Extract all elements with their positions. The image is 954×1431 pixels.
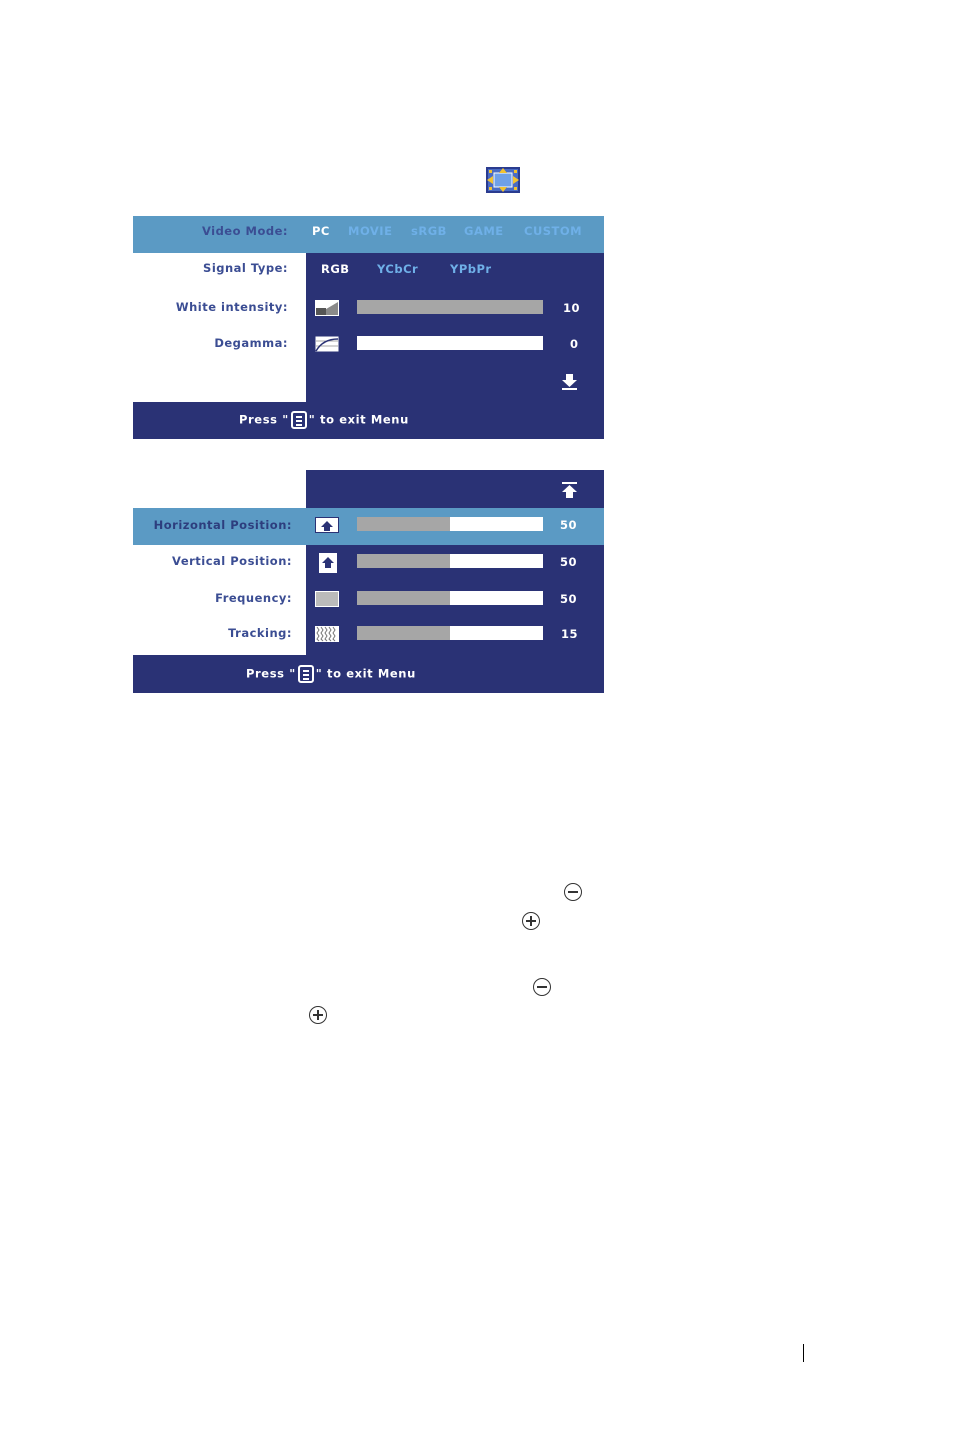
signal-type-option-rgb[interactable]: RGB <box>321 262 350 276</box>
frequency-label: Frequency: <box>215 591 292 605</box>
frequency-slider[interactable] <box>357 591 543 605</box>
panel1-footer-suffix: to exit Menu <box>320 412 409 427</box>
video-mode-option-movie[interactable]: MOVIE <box>348 224 393 238</box>
signal-type-label: Signal Type: <box>203 261 288 275</box>
osd-panel-position <box>133 470 604 693</box>
tracking-slider-fill <box>357 626 450 640</box>
frequency-value: 50 <box>560 592 578 606</box>
horizontal-position-value: 50 <box>560 518 578 532</box>
scroll-down-arrow-icon[interactable] <box>561 373 578 391</box>
panel2-footer-text <box>246 665 416 683</box>
horizontal-position-icon <box>315 517 339 533</box>
minus-button-icon <box>564 883 582 901</box>
vertical-position-icon <box>319 553 337 573</box>
vertical-position-slider[interactable] <box>357 554 543 568</box>
vertical-position-value: 50 <box>560 555 578 569</box>
minus-button-icon <box>533 978 551 996</box>
panel1-footer-text <box>239 411 409 429</box>
scroll-up-arrow-icon[interactable] <box>561 481 578 499</box>
white-intensity-slider-fill <box>357 300 543 314</box>
tracking-icon <box>315 626 339 642</box>
white-intensity-label: White intensity: <box>175 300 288 314</box>
menu-button-icon <box>291 411 307 429</box>
video-mode-option-srgb[interactable]: sRGB <box>411 224 447 238</box>
plus-button-icon <box>522 912 540 930</box>
tracking-label: Tracking: <box>228 626 292 640</box>
video-mode-option-game[interactable]: GAME <box>464 224 504 238</box>
panel1-footer-press: Press <box>239 412 278 427</box>
degamma-value: 0 <box>570 337 579 351</box>
panel2-footer-suffix: to exit Menu <box>327 666 416 681</box>
degamma-label: Degamma: <box>214 336 288 350</box>
video-mode-label: Video Mode: <box>201 224 288 238</box>
plus-button-icon <box>309 1006 327 1024</box>
signal-type-option-ypbpr[interactable]: YPbPr <box>450 262 492 276</box>
horizontal-position-slider-fill <box>357 517 450 531</box>
signal-type-option-ycbcr[interactable]: YCbCr <box>377 262 419 276</box>
panel1-footer-quote-left: " <box>282 412 289 427</box>
frequency-slider-fill <box>357 591 450 605</box>
frequency-icon <box>315 591 339 607</box>
horizontal-position-slider[interactable] <box>357 517 543 531</box>
panel2-footer-quote-right: " <box>315 666 323 681</box>
menu-button-icon <box>298 665 314 683</box>
panel1-footer-quote-right: " <box>308 412 316 427</box>
page-margin-rule <box>803 1344 804 1362</box>
osd-panel-video <box>133 216 604 439</box>
panel2-footer-quote-left: " <box>289 666 296 681</box>
video-mode-option-custom[interactable]: CUSTOM <box>524 224 583 238</box>
panel2-footer-press: Press <box>246 666 285 681</box>
white-intensity-slider[interactable] <box>357 300 543 314</box>
settings-position-icon <box>486 167 520 193</box>
tracking-value: 15 <box>561 627 579 641</box>
vertical-position-label: Vertical Position: <box>172 554 292 568</box>
white-intensity-icon <box>315 300 339 316</box>
white-intensity-value: 10 <box>563 301 581 315</box>
panel2-top-area <box>306 470 604 508</box>
tracking-slider[interactable] <box>357 626 543 640</box>
degamma-slider[interactable] <box>357 336 543 350</box>
vertical-position-slider-fill <box>357 554 450 568</box>
horizontal-position-label: Horizontal Position: <box>153 518 292 532</box>
degamma-icon <box>315 336 339 352</box>
video-mode-option-pc[interactable]: PC <box>312 224 330 238</box>
